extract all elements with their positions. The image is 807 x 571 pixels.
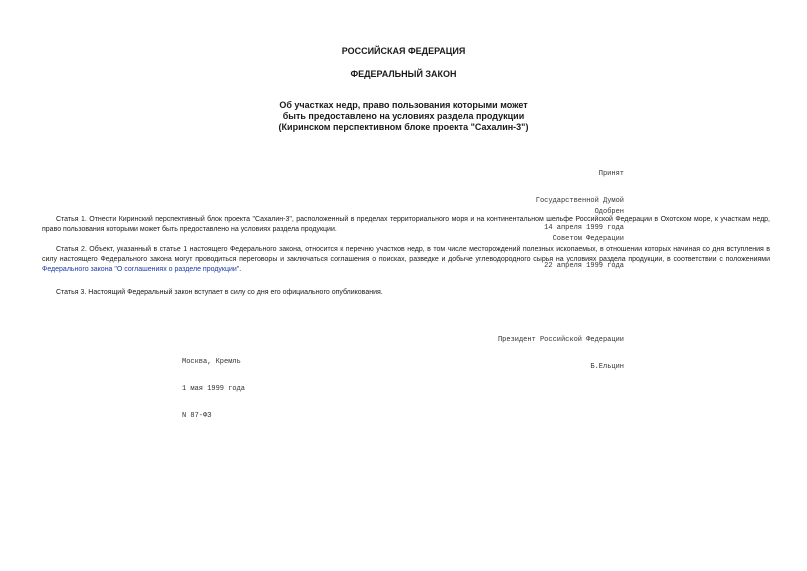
approved-body: Советом Федерации	[552, 235, 624, 243]
law-link[interactable]: Федерального закона "О соглашениях о разделе продукции"	[42, 266, 240, 273]
country-heading: РОССИЙСКАЯ ФЕДЕРАЦИЯ	[341, 46, 466, 56]
signature-name: Б.Ельцин	[590, 363, 624, 371]
article-2	[42, 245, 770, 275]
place-city: Москва, Кремль	[182, 358, 241, 366]
adopted-label: Принят	[598, 170, 624, 178]
article-2-text: Статья 2. Объект, указанный в статье 1 настоящего Федерального закона, относится к перечню участков недр, в том числе месторождений полезных ископаемых, в отношении которых начиная со дня вступления в силу настоящего Федерального закона могут проводиться переговоры и заключаться соглашения о поисках, разведке и добыче углеводородного сырья на условиях раздела продукции, в соответствии с положениями	[42, 246, 770, 263]
law-title-line-1: Об участках недр, право пользования которыми может	[279, 100, 528, 110]
doc-type-heading: ФЕДЕРАЛЬНЫЙ ЗАКОН	[350, 69, 457, 79]
law-title-line-2: быть предоставлено на условиях раздела продукции	[282, 111, 525, 121]
article-2-end: .	[239, 266, 242, 273]
law-title-line-3: (Киринском перспективном блоке проекта "Сахалин-3")	[278, 122, 529, 132]
approved-label: Одобрен	[594, 208, 624, 216]
place-date: 1 мая 1999 года	[182, 385, 246, 393]
approved-date: 22 апреля 1999 года	[544, 262, 624, 270]
law-number: N 87-ФЗ	[182, 412, 212, 420]
adopted-date: 14 апреля 1999 года	[544, 224, 624, 232]
article-1: Статья 1. Отнести Киринский перспективный блок проекта "Сахалин-3", расположенный в пределах территориального моря и на континентальном шельфе Российской Федерации в Охотском море, к участкам недр, право пользования которыми может быть предоставлено на условиях раздела продукции.	[42, 216, 770, 233]
signature-position: Президент Российской Федерации	[497, 336, 624, 344]
article-3: Статья 3. Настоящий Федеральный закон вступает в силу со дня его официального опубликования.	[56, 289, 383, 296]
place-block	[182, 340, 245, 439]
signature-block	[498, 318, 624, 390]
adopted-body: Государственной Думой	[535, 197, 624, 205]
